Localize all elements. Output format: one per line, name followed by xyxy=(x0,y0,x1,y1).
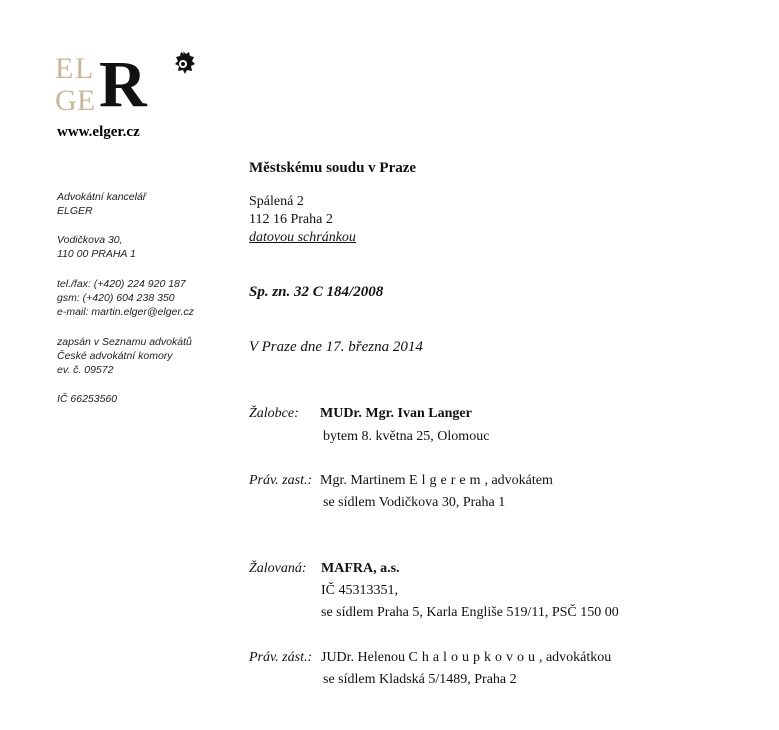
crest-icon xyxy=(170,50,196,78)
defendant-ico: IČ 45313351, xyxy=(321,583,398,598)
logo-letter-g: G xyxy=(55,84,76,117)
firm-reg-line-2: České advokátní komory xyxy=(57,350,173,362)
logo-letter-e2: E xyxy=(77,84,95,117)
firm-address-line-2: 110 00 PRAHA 1 xyxy=(57,248,136,260)
plaintiff-label: Žalobce: xyxy=(249,406,299,421)
plaintiff-name: MUDr. Mgr. Ivan Langer xyxy=(320,406,472,421)
website-url: www.elger.cz xyxy=(57,124,140,140)
recipient-delivery: datovou schránkou xyxy=(249,230,356,245)
plaintiff-rep-address: se sídlem Vodičkova 30, Praha 1 xyxy=(323,495,506,510)
firm-reg-line-1: zapsán v Seznamu advokátů xyxy=(57,336,192,348)
defendant-label: Žalovaná: xyxy=(249,561,307,576)
defendant-name: MAFRA, a.s. xyxy=(321,561,400,576)
defendant-rep-line xyxy=(321,650,611,666)
logo-letter-r: R xyxy=(99,48,147,121)
elger-logo xyxy=(55,48,205,128)
firm-line-2: ELGER xyxy=(57,205,93,217)
defendant-rep-prefix: JUDr. Helenou xyxy=(321,650,409,665)
plaintiff-rep-suffix: , advokátem xyxy=(484,473,553,488)
recipient-court: Městskému soudu v Praze xyxy=(249,160,417,176)
firm-registration xyxy=(57,335,192,377)
plaintiff-rep-label: Práv. zast.: xyxy=(249,473,313,488)
plaintiff-rep-surname: Elgerem xyxy=(409,473,485,488)
recipient-city: 112 16 Praha 2 xyxy=(249,212,333,227)
logo-letter-l: L xyxy=(75,52,93,85)
logo-letter-e1: E xyxy=(55,52,73,85)
firm-ico: IČ 66253560 xyxy=(57,393,118,405)
defendant-rep-surname: Chaloupkovou xyxy=(408,650,539,665)
plaintiff-rep-line xyxy=(320,473,553,489)
date-line: V Praze dne 17. března 2014 xyxy=(249,339,423,355)
firm-gsm: gsm: (+420) 604 238 350 xyxy=(57,292,175,304)
defendant-rep-address: se sídlem Kladská 5/1489, Praha 2 xyxy=(323,672,517,687)
firm-email: e-mail: martin.elger@elger.cz xyxy=(57,306,194,318)
firm-line-1: Advokátní kancelář xyxy=(57,191,147,203)
defendant-rep-suffix: , advokátkou xyxy=(538,650,612,665)
plaintiff-rep-prefix: Mgr. Martinem xyxy=(320,473,410,488)
plaintiff-address: bytem 8. května 25, Olomouc xyxy=(323,429,490,444)
firm-address-line-1: Vodičkova 30, xyxy=(57,234,123,246)
firm-address xyxy=(57,233,136,261)
firm-tel: tel./fax: (+420) 224 920 187 xyxy=(57,278,186,290)
case-reference: Sp. zn. 32 C 184/2008 xyxy=(249,284,384,300)
defendant-rep-label: Práv. zást.: xyxy=(249,650,313,665)
firm-name xyxy=(57,190,146,218)
defendant-address: se sídlem Praha 5, Karla Engliše 519/11, PSČ 150 00 xyxy=(321,605,619,620)
firm-reg-line-3: ev. č. 09572 xyxy=(57,364,114,376)
firm-contacts xyxy=(57,277,194,319)
recipient-street: Spálená 2 xyxy=(249,194,304,209)
